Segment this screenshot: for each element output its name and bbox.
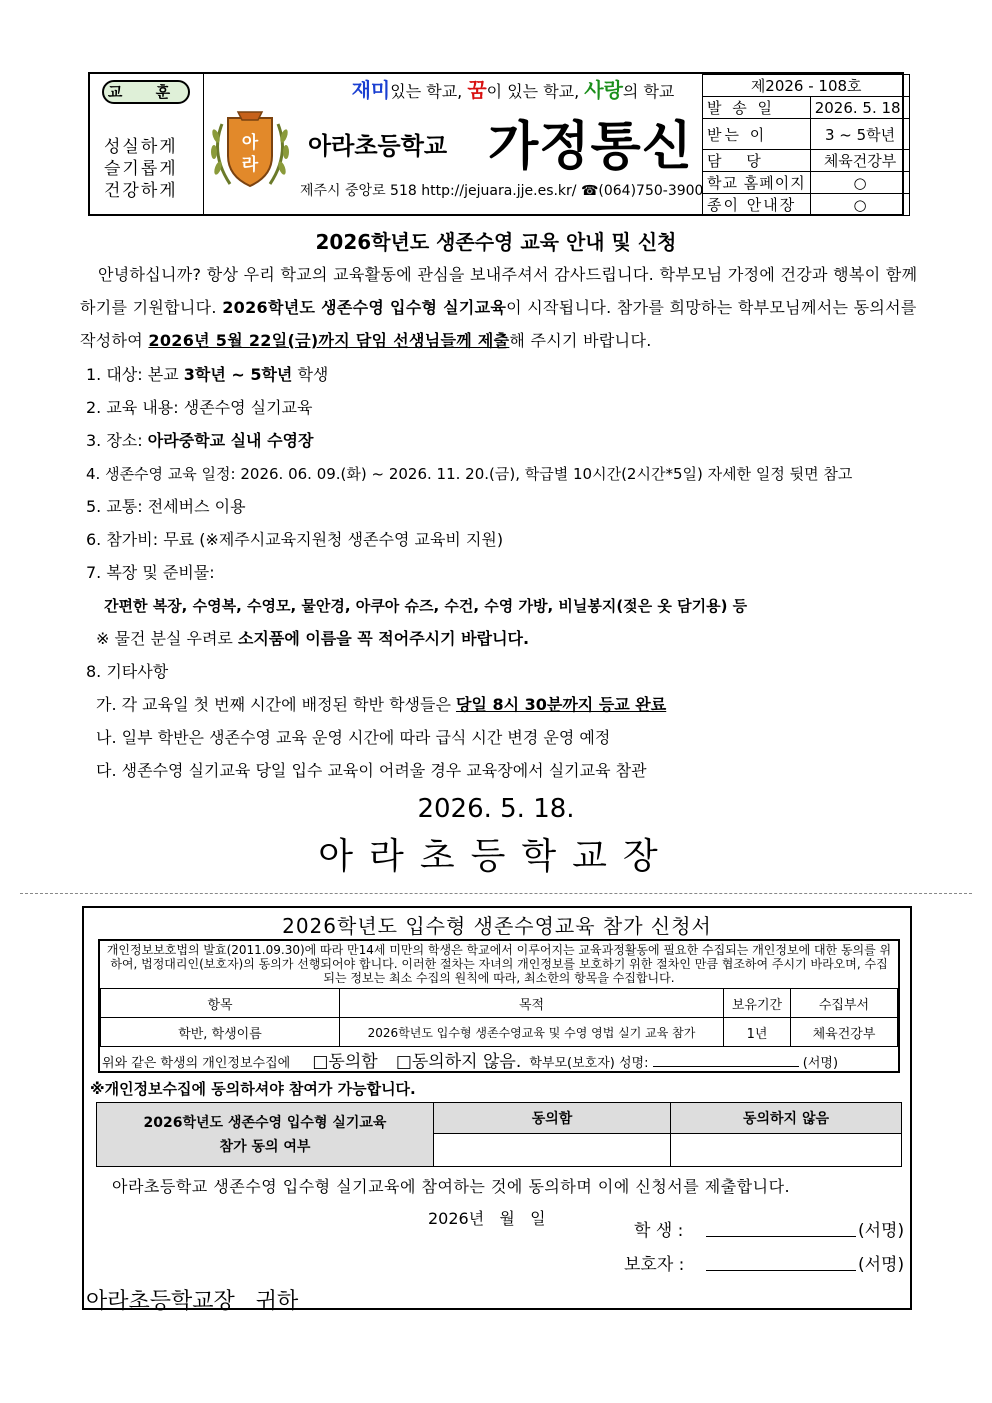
table-cell: 학반, 학생이름 [101,1018,340,1047]
list-item: 7. 복장 및 준비물: [86,563,215,582]
form-title: 2026학년도 입수형 생존수영교육 참가 신청서 [282,914,712,938]
list-item: 2. 교육 내용: 생존수영 실기교육 [86,398,313,417]
form-date: 2026년 월 일 [428,1209,546,1228]
intro-emphasis: 2026학년도 생존수영 입수형 실기교육 [222,298,507,317]
parent-sign-field[interactable] [653,1066,799,1067]
slogan-text: 있는 학교, [390,82,468,101]
guardian-sign-field[interactable] [706,1270,856,1271]
attend-question [97,1103,434,1167]
table-cell: 체육건강부 [791,1018,898,1047]
issue-number: 제2026 - 108호 [703,75,910,97]
motto-title: 교 훈 [102,80,190,104]
list-item [96,694,666,716]
issue-info-table [702,74,910,216]
cut-line [20,893,972,894]
school-slogan [324,74,702,103]
agree-checkbox[interactable]: □동의함 [312,1052,378,1072]
list-item: 4. 생존수영 교육 일정: 2026. 06. 09.(화) ~ 2026. 11. 20.(금), 학급별 10시간(2시간*5일) 자세한 일정 뒷면 참고 [86,465,853,483]
info-value: 3 ~ 5학년 [810,119,910,150]
attend-disagree-header: 동의하지 않음 [671,1103,902,1134]
slogan-word: 재미 [351,78,391,102]
list-item: 다. 생존수영 실기교육 당일 입수 교육이 어려울 경우 교육장에서 실기교육 참관 [96,761,647,780]
consent-prefix: 위와 같은 학생의 개인정보수집에 [102,1056,291,1071]
intro-paragraph [80,258,920,357]
student-label: 학 생 : [634,1221,684,1241]
disagree-checkbox[interactable]: □동의하지 않음. [395,1052,522,1072]
table-header: 항목 [101,989,340,1018]
table-cell: 2026학년도 입수형 생존수영교육 및 수영 영법 실기 교육 참가 [340,1018,724,1047]
attend-agree-cell[interactable] [434,1134,671,1167]
privacy-consent-box [98,939,900,1073]
item-text: 3. 장소: [86,431,148,450]
attend-disagree-cell[interactable] [671,1134,902,1167]
parent-sign-label: 학부모(보호자) 성명: [529,1056,649,1071]
student-sign-field[interactable] [706,1236,856,1237]
slogan-word: 꿈 [467,78,487,102]
principal-signature: 아라초등학교장 [318,836,674,877]
document-title: 2026학년도 생존수영 교육 안내 및 신청 [315,230,677,254]
list-item [96,628,529,650]
item-emphasis: 3학년 ~ 5학년 [183,365,293,384]
school-address: 제주시 중앙로 518 http://jejuara.jje.es.kr/ ☎(064)750-3900 [300,183,704,199]
list-item [86,430,313,452]
motto-line: 슬기롭게 [104,159,178,179]
item-text: 1. 대상: 본교 [86,365,184,384]
item-emphasis: 아라중학교 실내 수영장 [147,431,314,450]
addressee: 아라초등학교장 귀하 [86,1289,299,1314]
list-item: 간편한 복장, 수영복, 수영모, 물안경, 아쿠아 슈즈, 수건, 수영 가방, 비닐봉지(젖은 옷 담기용) 등 [104,597,748,615]
item-emphasis: 당일 8시 30분까지 등교 완료 [455,695,667,714]
info-value: ○ [810,194,910,216]
svg-text:라: 라 [241,155,259,175]
guardian-label: 보호자 : [624,1255,685,1275]
item-text: 학생 [292,365,329,384]
info-value: 체육건강부 [810,150,910,172]
info-label: 담 당 [703,150,811,172]
application-form [82,906,912,1314]
intro-deadline: 2026년 5월 22일(금)까지 담임 선생님들께 제출 [148,331,510,350]
info-label: 발 송 일 [703,97,811,119]
privacy-consent-row [102,1047,838,1072]
attendance-consent-table [96,1102,902,1167]
sign-suffix: (서명) [802,1056,839,1071]
issue-date: 2026. 5. 18. [417,794,575,824]
info-value: ○ [810,172,910,194]
list-item: 6. 참가비: 무료 (※제주시교육지원청 생존수영 교육비 지원) [86,530,504,549]
attend-label: 참가 동의 여부 [219,1138,311,1155]
slogan-text: 의 학교 [622,82,675,101]
item-emphasis: 소지품에 이름을 꼭 적어주시기 바랍니다. [237,629,530,648]
info-label: 종이 안내장 [703,194,811,216]
attend-agree-header: 동의함 [434,1103,671,1134]
list-item [86,364,328,386]
motto-line: 성실하게 [104,137,178,157]
privacy-table [100,988,898,1047]
motto-line: 건강하게 [104,181,178,201]
list-item: 8. 기타사항 [86,662,169,681]
newsletter-name: 가정통신 [488,117,693,177]
consent-notice: ※개인정보수집에 동의하셔야 참여가 가능합니다. [90,1080,416,1098]
intro-text: 안녕하십니까? 항상 우리 학교의 교육활동에 관심을 보내주셔서 감사드립니다. 학부모님 가정에 건강과 행복이 함께 하기를 기원합니다. [80,265,918,317]
school-name: 아라초등학교 [308,132,448,160]
school-motto [90,74,204,214]
school-emblem-icon [208,104,292,192]
slogan-word: 사랑 [584,78,623,102]
confirmation-statement: 아라초등학교 생존수영 입수형 실기교육에 참여하는 것에 동의하며 이에 신청서를 제출합니다. [112,1177,791,1196]
table-header: 수집부서 [791,989,898,1018]
attend-label: 2026학년도 생존수영 입수형 실기교육 [143,1114,387,1131]
header-box [88,72,904,216]
table-cell: 1년 [724,1018,791,1047]
intro-text: 해 주시기 바랍니다. [509,331,652,350]
table-header: 목적 [340,989,724,1018]
svg-text:아: 아 [241,133,259,153]
intro-text: 이 시작됩니다. 참가를 희망하는 학부모님께서는 동의서를 작성하여 [80,298,917,350]
privacy-notice: 개인정보보호법의 발효(2011.09.30)에 따라 만14세 미만의 학생은 학교에서 이루어지는 교육과정활동에 필요한 수집되는 개인정보에 대한 동의를 위하여, 법정대리인(보호자)의 동의가 선행되어야 합니다. 이러한 절차는 자녀의 개인정보를 보호하기 위한 절차인 만큼 협조하여 주시기 바라오며, 수집되는 정보는 최소 수집의 원칙에 따라, 최소한의 항목을 수집합니다. [106,943,892,985]
info-value: 2026. 5. 18. [810,97,910,119]
info-label: 학교 홈페이지 [703,172,811,194]
item-text: 가. 각 교육일 첫 번째 시간에 배정된 학반 학생들은 [96,695,456,714]
guardian-sign-suffix: (서명) [858,1255,905,1275]
info-label: 받는 이 [703,119,811,150]
list-item: 나. 일부 학반은 생존수영 교육 운영 시간에 따라 급식 시간 변경 운영 예정 [96,728,611,747]
item-text: ※ 물건 분실 우려로 [96,629,238,648]
student-sign-suffix: (서명) [858,1221,905,1241]
table-header: 보유기간 [724,989,791,1018]
slogan-text: 이 있는 학교, [486,82,585,101]
list-item: 5. 교통: 전세버스 이용 [86,497,246,516]
